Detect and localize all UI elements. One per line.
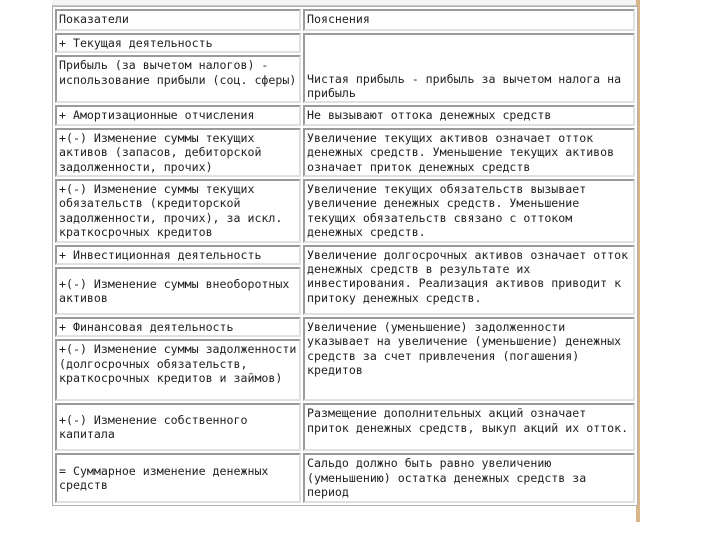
row-label-operating: + Текущая деятельность [55,33,301,53]
table-row [55,128,635,177]
row-note-equity: Размещение дополнительных акций означает приток денежных средств, выкуп акций их отток. [303,403,635,451]
table-row [55,453,635,502]
header-col-indicators: Показатели [55,9,301,31]
row-note-current-liabilities: Увеличение текущих обязательств вызывает увеличение денежных средств. Уменьшение текущих обязательств связано с оттоком денежных средств. [303,179,635,243]
header-row [55,9,635,31]
row-label-current-liabilities: +(-) Изменение суммы текущих обязательств (кредиторской задолженности, прочих), за искл. краткосрочных кредитов [55,179,301,243]
row-note-noncurrent-assets: Увеличение долгосрочных активов означает отток денежных средств в результате их инвестирования. Реализация активов приводит к притоку денежных средств. [303,245,635,315]
row-note-total-change: Сальдо должно быть равно увеличению (уменьшению) остатка денежных средств за период [303,453,635,502]
row-note-depreciation: Не вызывают оттока денежных средств [303,105,635,125]
table-row [55,179,635,243]
row-note-debt: Увеличение (уменьшение) задолженности указывает на увеличение (уменьшение) денежных средств за счет привлечения (погашения) кредитов [303,317,635,401]
cash-flow-table [52,6,638,506]
table-row [55,105,635,125]
row-label-depreciation: + Амортизационные отчисления [55,105,301,125]
row-label-noncurrent-assets: +(-) Изменение суммы внеоборотных активов [55,267,301,315]
row-label-financing: + Финансовая деятельность [55,317,301,337]
row-label-profit: Прибыль (за вычетом налогов) - использование прибыли (соц. сферы) [55,55,301,103]
row-label-investing: + Инвестиционная деятельность [55,245,301,265]
header-col-explanations: Пояснения [303,9,635,31]
row-label-equity: +(-) Изменение собственного капитала [55,403,301,451]
row-note-net-profit: Чистая прибыль - прибыль за вычетом налога на прибыль [303,33,635,103]
row-label-debt: +(-) Изменение суммы задолженности (долгосрочных обязательств, краткосрочных кредитов и займов) [55,339,301,401]
row-label-current-assets: +(-) Изменение суммы текущих активов (запасов, дебиторской задолженности, прочих) [55,128,301,177]
table-row [55,403,635,451]
table-row [55,33,635,53]
row-note-current-assets: Увеличение текущих активов означает отток денежных средств. Уменьшение текущих активов означает приток денежных средств [303,128,635,177]
row-label-total-change: = Суммарное изменение денежных средств [55,453,301,502]
table-row [55,245,635,265]
table-row [55,317,635,337]
